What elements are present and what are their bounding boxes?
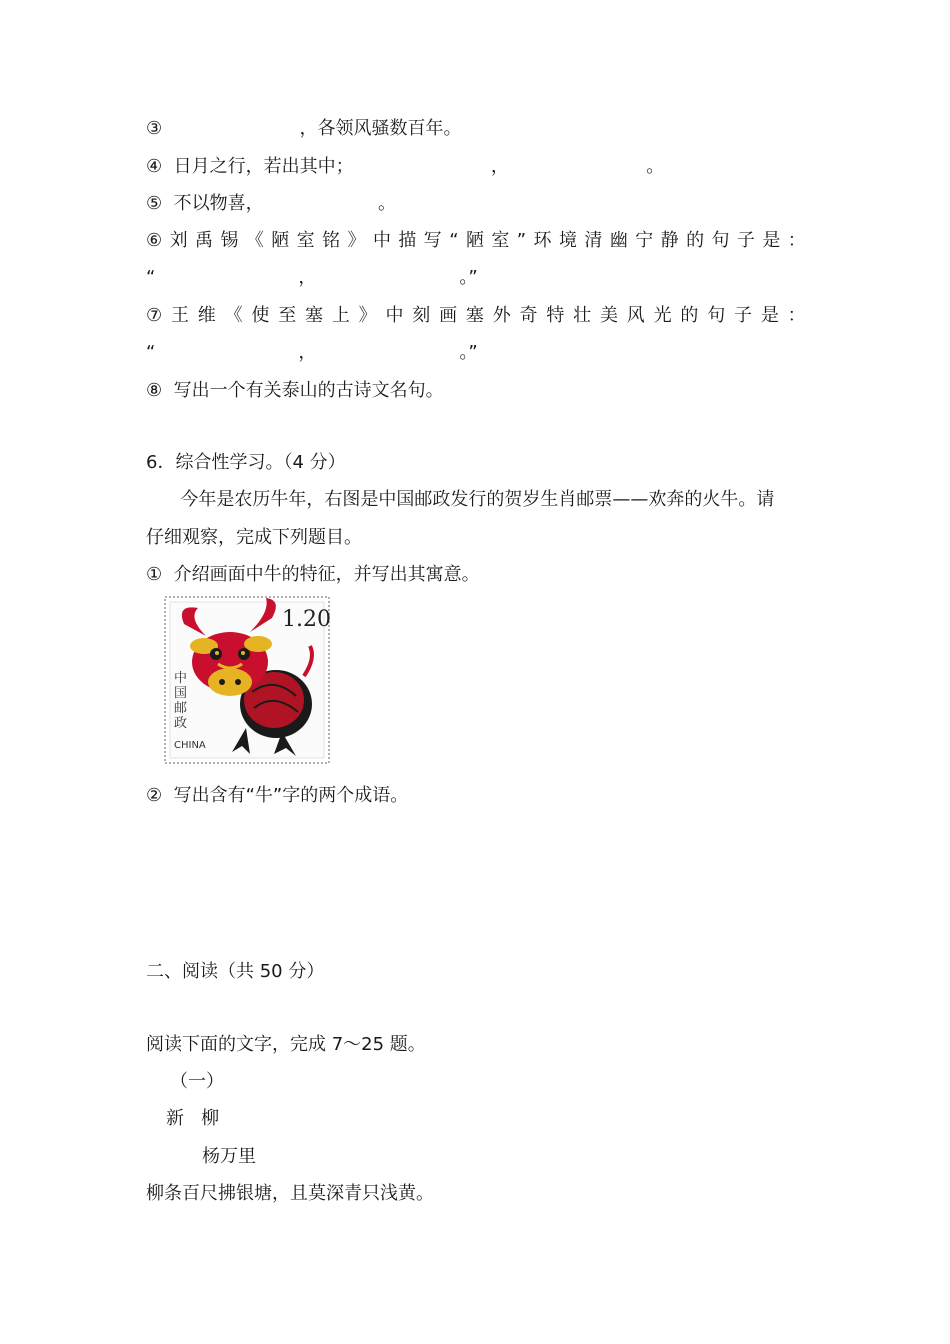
item-5: ⑤ 不以物喜， 。 <box>146 193 397 214</box>
item-6-char: 室 <box>491 230 510 251</box>
item-7-char: 使 <box>251 305 270 326</box>
item-7-char: 《 <box>224 305 243 326</box>
stamp-country: CHINA <box>174 740 206 751</box>
item-6-char: 幽 <box>609 230 628 251</box>
item-6-char: 禹 <box>194 230 213 251</box>
item-7-char: 光 <box>653 305 672 326</box>
poem-title: 新 柳 <box>166 1108 220 1129</box>
item-7-char: 风 <box>626 305 645 326</box>
question-6-sub-1: ① 介绍画面中牛的特征，并写出其寓意。 <box>146 564 480 585</box>
item-7-char: 中 <box>385 305 404 326</box>
item-7-char: 上 <box>331 305 350 326</box>
item-6-char: 写 <box>423 230 442 251</box>
item-7-char: 的 <box>680 305 699 326</box>
item-7-char: 》 <box>358 305 377 326</box>
item-7-char: 子 <box>734 305 753 326</box>
item-6-char: 《 <box>245 230 264 251</box>
item-6-char: 陋 <box>271 230 290 251</box>
item-4: ④ 日月之行，若出其中； ， 。 <box>146 156 665 177</box>
item-6-char: 清 <box>584 230 603 251</box>
item-6-char: 宁 <box>635 230 654 251</box>
item-7-char: 刻 <box>412 305 431 326</box>
item-6-char: 静 <box>660 230 679 251</box>
item-7-question <box>146 304 806 328</box>
item-7-char: 维 <box>197 305 216 326</box>
item-7-char: ⑦ <box>146 305 163 326</box>
item-6-char: 的 <box>686 230 705 251</box>
item-7-char: 壮 <box>573 305 592 326</box>
item-6-char: 铭 <box>322 230 341 251</box>
ox-stamp-image <box>164 596 330 764</box>
item-7-char: 特 <box>546 305 565 326</box>
item-7-char: 外 <box>492 305 511 326</box>
item-6-char: 子 <box>736 230 755 251</box>
reading-part-label: （一） <box>170 1071 224 1092</box>
item-6-char: 句 <box>711 230 730 251</box>
stamp-vertical-text: 中国邮政 <box>174 671 188 731</box>
item-6-char: 刘 <box>169 230 188 251</box>
item-6-char: “ <box>449 230 459 251</box>
item-6-char: 中 <box>372 230 391 251</box>
item-6-question <box>146 229 806 253</box>
question-6-heading: 6．综合性学习。（4 分） <box>146 452 346 473</box>
item-6-char: ” <box>516 230 527 251</box>
question-6-intro-1: 今年是农历牛年，右图是中国邮政发行的贺岁生肖邮票——欢奔的火牛。请 <box>146 489 775 510</box>
item-7-blank: “ ， 。” <box>146 342 478 363</box>
item-6-char: 描 <box>398 230 417 251</box>
item-7-char: 至 <box>278 305 297 326</box>
item-6-char: 环 <box>533 230 552 251</box>
item-6-char: 境 <box>558 230 577 251</box>
item-7-char: 句 <box>707 305 726 326</box>
item-7-char: 是 <box>760 305 779 326</box>
item-6-char: 室 <box>296 230 315 251</box>
item-6-char: 》 <box>347 230 366 251</box>
question-6-sub-2: ② 写出含有“牛”字的两个成语。 <box>146 785 409 806</box>
reading-instruction: 阅读下面的文字，完成 7～25 题。 <box>146 1034 426 1055</box>
section-2-heading: 二、阅读（共 50 分） <box>146 961 325 982</box>
item-6-char: ： <box>787 230 806 251</box>
item-6-char: ⑥ <box>146 230 163 251</box>
item-7-char: 王 <box>170 305 189 326</box>
item-7-char: 奇 <box>519 305 538 326</box>
poem-author: 杨万里 <box>202 1146 256 1167</box>
item-8: ⑧ 写出一个有关泰山的古诗文名句。 <box>146 380 444 401</box>
item-3: ③ ，各领风骚数百年。 <box>146 118 462 139</box>
item-6-char: 陋 <box>465 230 484 251</box>
item-7-char: 美 <box>599 305 618 326</box>
item-6-char: 是 <box>762 230 781 251</box>
item-7-char: 塞 <box>305 305 324 326</box>
item-7-char: 画 <box>439 305 458 326</box>
item-7-char: ： <box>787 305 806 326</box>
question-6-intro-2: 仔细观察，完成下列题目。 <box>146 527 362 548</box>
stamp-value: 1.20 <box>282 607 330 632</box>
item-6-char: 锡 <box>220 230 239 251</box>
item-6-blank: “ ， 。” <box>146 267 478 288</box>
item-7-char: 塞 <box>465 305 484 326</box>
poem-line-1: 柳条百尺拂银塘，且莫深青只浅黄。 <box>146 1183 434 1204</box>
